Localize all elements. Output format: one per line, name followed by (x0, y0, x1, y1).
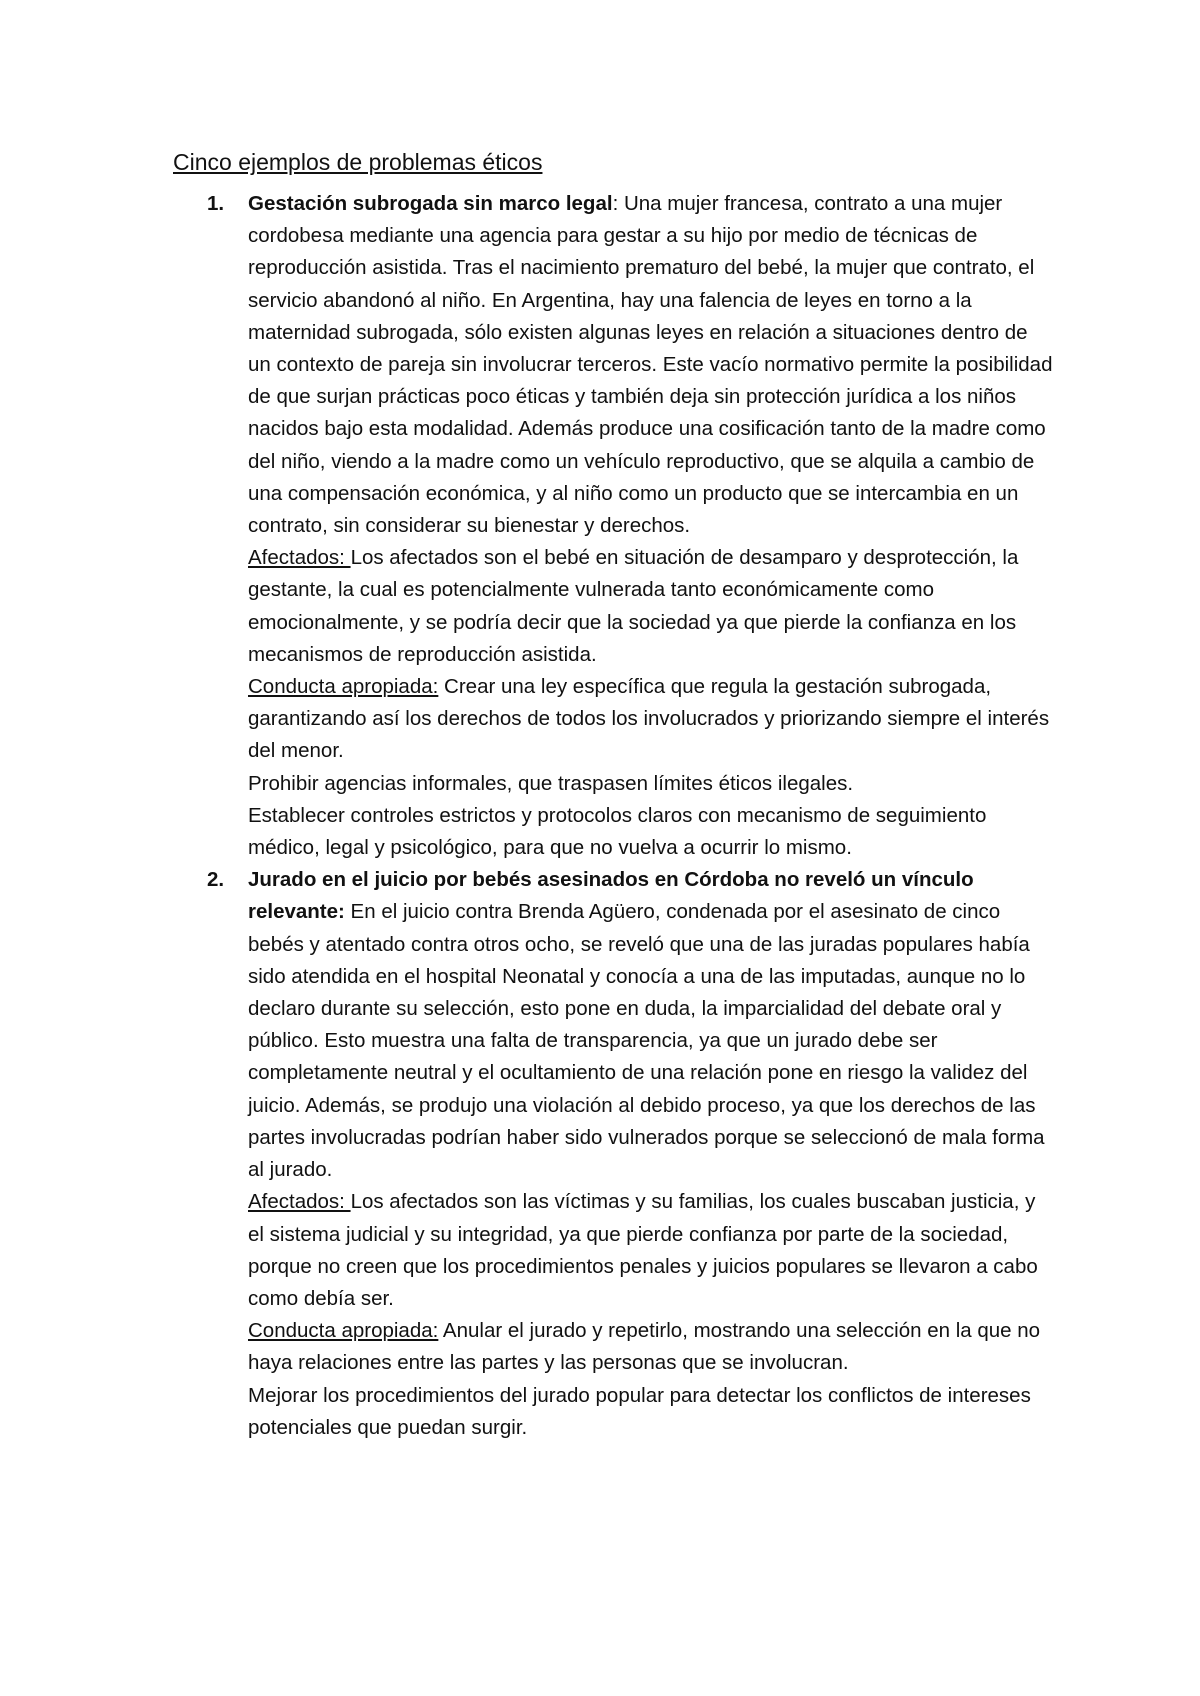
item-title: Gestación subrogada sin marco legal (248, 192, 613, 215)
conduct-text: Crear una ley específica que regula la gestación subrogada, garantizando así los derechos de todos los involucrados y priorizando siempre el interés del menor. (248, 675, 1050, 763)
item-title: Jurado en el juicio por bebés asesinados en Córdoba no reveló un vínculo relevante: (248, 868, 974, 924)
item-description (248, 864, 1053, 1186)
document-title: Cinco ejemplos de problemas éticos (173, 149, 543, 175)
problem-item (173, 864, 1053, 1444)
item-description (248, 188, 1053, 542)
conduct-label: Conducta apropiada: (248, 1319, 439, 1343)
conduct-paragraph (248, 1315, 1053, 1379)
conduct-paragraph (248, 671, 1053, 768)
item-number: 2. (207, 868, 225, 892)
conduct-label: Conducta apropiada: (248, 675, 439, 699)
item-title-suffix: : (612, 192, 619, 215)
problem-item (173, 188, 1053, 864)
item-body: Una mujer francesa, contrato a una mujer cordobesa mediante una agencia para gestar a su hijo por medio de técnicas de reproducción asistida. Tras el nacimiento prematuro del bebé, la mujer que contrato, el servicio abandonó al niño. En Argentina, hay una falencia de leyes en torno a la maternidad subrogada, sólo existen algunas leyes en relación a situaciones dentro de un contexto de pareja sin involucrar terceros. Este vacío normativo permite la posibilidad de que surjan prácticas poco éticas y también deja sin protección jurídica a los niños nacidos bajo esta modalidad. Además produce una cosificación tanto de la madre como del niño, viendo a la madre como un vehículo reproductivo, que se alquila a cambio de una compensación económica, y al niño como un producto que se intercambia en un contrato, sin considerar su bienestar y derechos. (248, 192, 1053, 538)
document-content (173, 146, 1053, 1444)
conduct-extra-paragraph: Establecer controles estrictos y protocolos claros con mecanismo de seguimiento médico, legal y psicológico, para que no vuelva a ocurrir lo mismo. (248, 803, 987, 860)
affected-text: Los afectados son el bebé en situación de desamparo y desprotección, la gestante, la cual es potencialmente vulnerada tanto económicamente como emocionalmente, y se podría decir que la sociedad ya que pierde la confianza en los mecanismos de reproducción asistida. (248, 546, 1019, 666)
affected-paragraph (248, 542, 1053, 671)
conduct-text: Anular el jurado y repetirlo, mostrando una selección en la que no haya relaciones entre las partes y las personas que se involucran. (248, 1319, 1041, 1375)
item-number: 1. (207, 192, 225, 215)
item-body: En el juicio contra Brenda Agüero, condenada por el asesinato de cinco bebés y atentado contra otros ocho, se reveló que una de las juradas populares había sido atendida en el hospital Neonatal y conocía a una de las imputadas, aunque no lo declaro durante su selección, esto pone en duda, la imparcialidad del debate oral y público. Esto muestra una falta de transparencia, ya que un jurado debe ser completamente neutral y el ocultamiento de una relación pone en riesgo la validez del juicio. Además, se produjo una violación al debido proceso, ya que los derechos de las partes involucradas podrían haber sido vulnerados porque se seleccionó de mala forma al jurado. (248, 900, 1045, 1182)
affected-label: Afectados: (248, 1190, 351, 1214)
affected-text: Los afectados son las víctimas y su familias, los cuales buscaban justicia, y el sistema judicial y su integridad, ya que pierde confianza por parte de la sociedad, porque no creen que los procedimientos penales y juicios populares se llevaron a cabo como debía ser. (248, 1190, 1038, 1310)
affected-label: Afectados: (248, 546, 351, 570)
problems-list (173, 188, 1053, 1444)
conduct-extra-paragraph: Mejorar los procedimientos del jurado popular para detectar los conflictos de intereses potenciales que puedan surgir. (248, 1383, 1031, 1439)
affected-paragraph (248, 1186, 1053, 1315)
conduct-extra-paragraph: Prohibir agencias informales, que traspasen límites éticos ilegales. (248, 771, 854, 795)
